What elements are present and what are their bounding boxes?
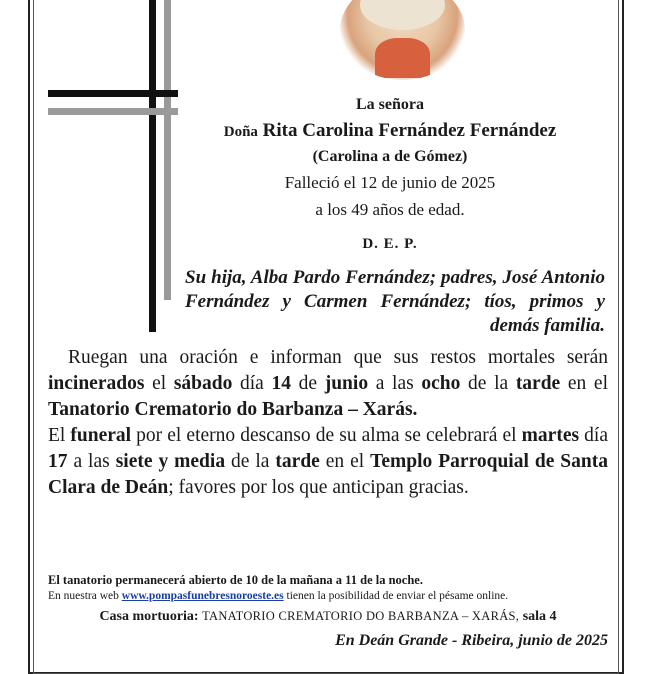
name-prefix: Doña	[223, 124, 258, 140]
casa-room: sala 4	[519, 609, 557, 624]
text: de	[291, 373, 325, 394]
announcement-body	[48, 345, 608, 501]
casa-place: TANATORIO CREMATORIO DO BARBANZA – XARÁS,	[202, 609, 520, 623]
deceased-alias: (Carolina a de Gómez)	[312, 148, 468, 165]
text: en el	[560, 373, 609, 394]
dep: D. E. P.	[362, 236, 418, 252]
bold-text: siete y media	[115, 451, 226, 472]
bold-text: 17	[48, 451, 68, 472]
cross-vertical-black	[149, 0, 156, 332]
cross-horizontal-gray	[48, 108, 178, 115]
web-note	[48, 590, 608, 602]
website-link[interactable]: www.pompasfunebresnoroeste.es	[121, 590, 284, 602]
text: en el	[319, 451, 371, 472]
bold-text: sábado	[173, 373, 233, 394]
title-senora: La señora	[356, 96, 424, 113]
cross-vertical-gray	[164, 0, 171, 300]
casa-mortuoria	[48, 609, 608, 625]
bold-text: tarde	[275, 451, 320, 472]
text: ; favores por los que anticipan gracias.	[168, 477, 469, 498]
photo-hair	[360, 0, 445, 30]
cross-icon	[48, 0, 178, 340]
casa-label: Casa mortuoria:	[99, 609, 203, 624]
family-list: Su hija, Alba Pardo Fernández; padres, José Antonio Fernández y Carmen Fernández; tíos, primos y demás familia.	[185, 267, 605, 336]
bold-text: junio	[324, 373, 369, 394]
text: por el eterno descanso de su alma se celebrará el	[131, 425, 522, 446]
paragraph-2	[48, 423, 608, 501]
text: día	[232, 373, 272, 394]
text: El	[48, 425, 71, 446]
bold-text: 14	[271, 373, 291, 394]
paragraph-1	[48, 345, 608, 423]
bold-text: incinerados	[48, 373, 145, 394]
text: a las	[67, 451, 116, 472]
bold-text: funeral	[70, 425, 132, 446]
text: Ruegan una oración e informan que sus restos mortales serán	[68, 347, 608, 368]
bold-text: tarde	[515, 373, 561, 394]
text: el	[144, 373, 174, 394]
text: día	[579, 425, 608, 446]
photo-shirt	[375, 38, 430, 78]
bold-text: Templo Parroquial de Santa Clara de Deán	[48, 451, 608, 498]
bold-text: Tanatorio Crematorio do Barbanza – Xarás.	[48, 399, 418, 420]
text: a las	[368, 373, 422, 394]
bold-text: martes	[521, 425, 580, 446]
tanatorio-hours: El tanatorio permanecerá abierto de 10 de la mañana a 11 de la noche.	[48, 573, 423, 587]
death-date: Falleció el 12 de junio de 2025	[284, 173, 496, 192]
deceased-name	[180, 120, 600, 142]
cross-horizontal-black	[48, 90, 178, 97]
text: de la	[460, 373, 516, 394]
age: a los 49 años de edad.	[315, 200, 465, 219]
name-full: Rita Carolina Fernández Fernández	[262, 120, 557, 141]
web-text-after: tienen la posibilidad de enviar el pésame online.	[283, 590, 509, 602]
text: de la	[225, 451, 276, 472]
web-text-before: En nuestra web	[48, 590, 122, 602]
closing-place-date: En Deán Grande - Ribeira, junio de 2025	[335, 632, 608, 649]
bold-text: ocho	[421, 373, 461, 394]
